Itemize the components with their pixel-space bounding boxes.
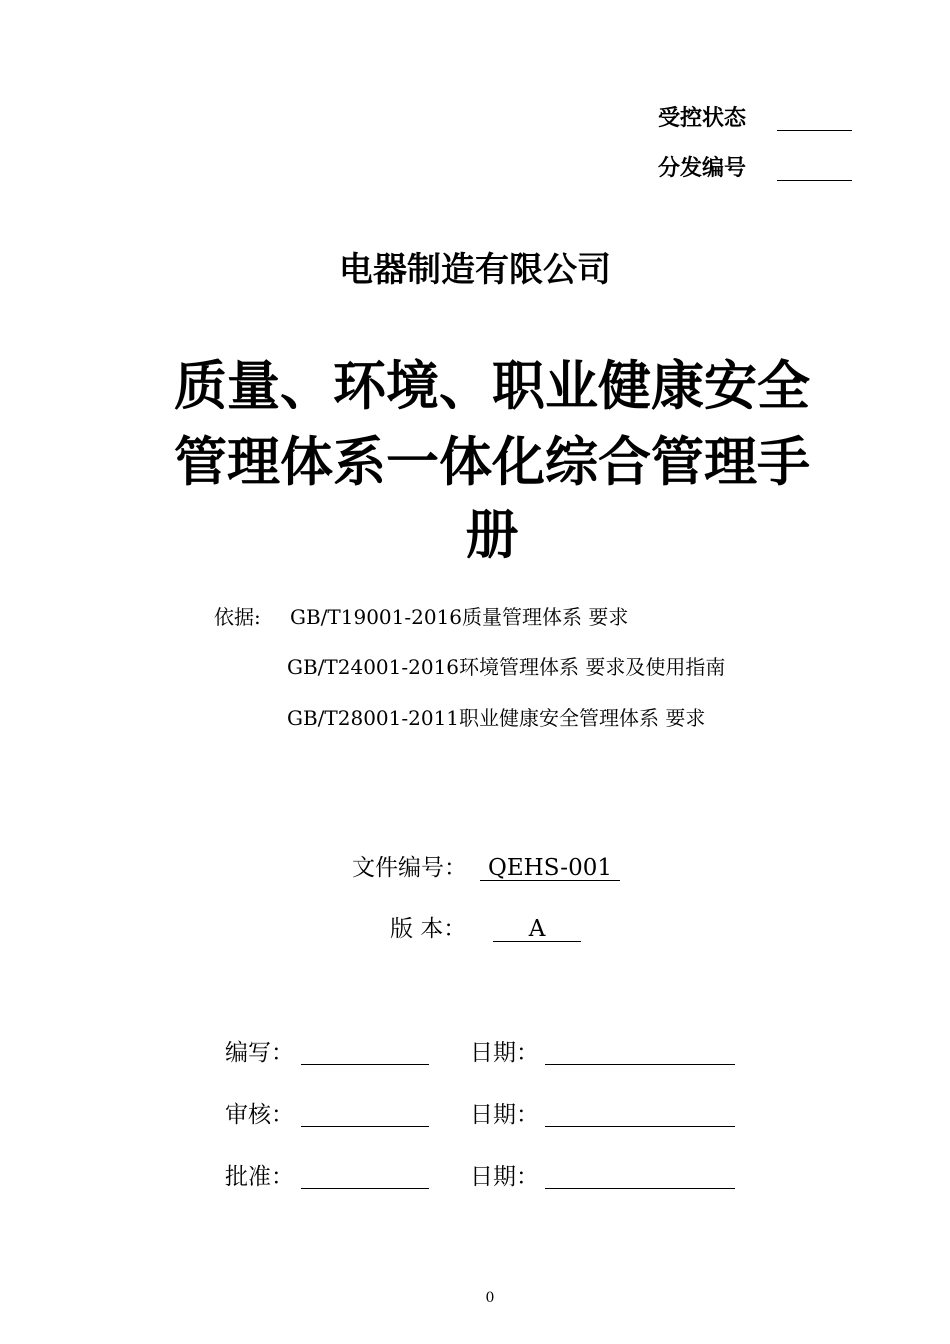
version-label: 版 本： — [390, 916, 467, 942]
signoff-date-review-field[interactable] — [545, 1126, 735, 1127]
document-number-value: QEHS-001 — [480, 856, 620, 881]
signoff-date-approve-field[interactable] — [545, 1188, 735, 1189]
version-field — [493, 914, 581, 944]
distribution-number-field[interactable] — [777, 180, 852, 181]
signoff-date-label-approve: 日期： — [470, 1164, 539, 1190]
control-status-field[interactable] — [777, 130, 852, 131]
basis-standard-2: GB/T24001-2016环境管理体系 要求及使用指南 — [287, 655, 726, 679]
company-name: 电器制造有限公司 — [339, 250, 611, 290]
basis-standard-1: GB/T19001-2016质量管理体系 要求 — [290, 605, 629, 629]
page-number: 0 — [485, 1290, 495, 1306]
manual-title-line-3: 册 — [465, 505, 519, 566]
control-status-label: 受控状态 — [658, 106, 747, 131]
signoff-role-review: 审核： — [225, 1102, 294, 1128]
signoff-date-compile-field[interactable] — [545, 1064, 735, 1065]
signoff-role-approve: 批准： — [225, 1164, 294, 1190]
signoff-date-label-compile: 日期： — [470, 1040, 539, 1066]
document-number-label: 文件编号： — [352, 855, 467, 881]
basis-standard-3: GB/T28001-2011职业健康安全管理体系 要求 — [287, 706, 706, 730]
distribution-number-label: 分发编号 — [658, 156, 747, 181]
manual-title-line-2: 管理体系一体化综合管理手 — [174, 432, 810, 493]
manual-title-line-1: 质量、环境、职业健康安全 — [174, 356, 810, 417]
signoff-review-field[interactable] — [301, 1126, 429, 1127]
basis-label: 依据: — [214, 605, 261, 629]
signoff-date-label-review: 日期： — [470, 1102, 539, 1128]
document-number-field — [480, 853, 620, 883]
signoff-approve-field[interactable] — [301, 1188, 429, 1189]
signoff-compile-field[interactable] — [301, 1064, 429, 1065]
version-value: A — [493, 917, 581, 942]
signoff-role-compile: 编写： — [225, 1040, 294, 1066]
